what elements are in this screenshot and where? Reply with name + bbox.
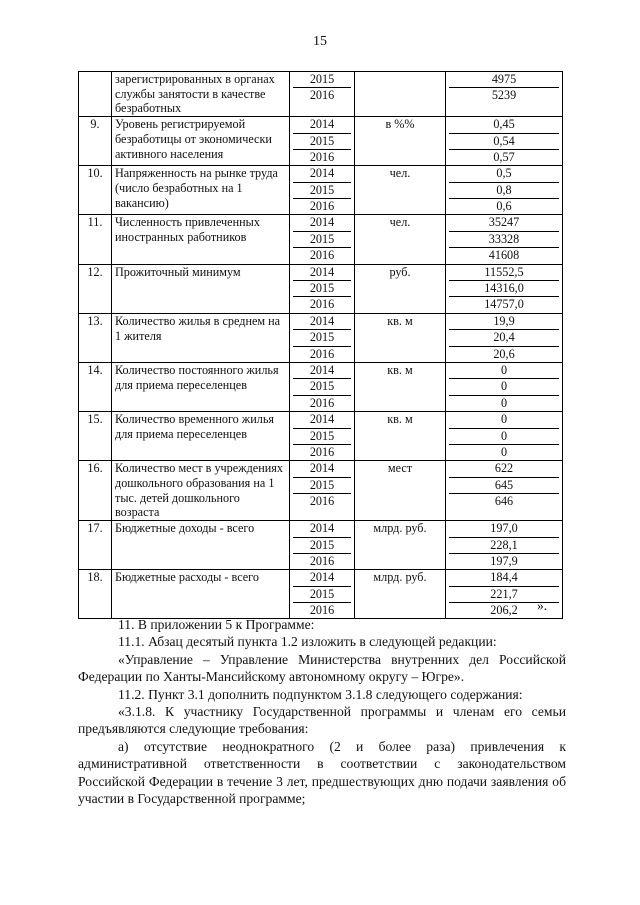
table-row [79,215,563,264]
indicator-value: 0 [449,379,559,395]
year-value: 2016 [309,149,335,164]
year-value: 2016 [309,603,335,618]
indicators-table [78,71,563,619]
indicator-value: 33328 [449,232,559,248]
indicator-value: 206,2 [490,603,518,618]
year-value: 2015 [293,538,351,554]
year-value: 2016 [309,88,335,103]
unit-cell: кв. м [355,412,446,461]
indicator-value: 0,8 [449,183,559,199]
year-cell [290,313,355,362]
row-number: 11. [79,215,112,264]
unit-cell [355,72,446,117]
unit-cell: млрд. руб. [355,521,446,570]
indicator-value: 622 [449,461,559,477]
indicator-value: 197,0 [449,521,559,537]
indicator-value: 0 [500,395,508,410]
year-value: 2016 [309,395,335,410]
paragraph: 11.1. Абзац десятый пункта 1.2 изложить в следующей редакции: [118,634,497,650]
indicator-value: 0,45 [449,117,559,133]
indicator-value: 11552,5 [449,265,559,281]
indicator-label: Количество временного жилья для приема переселенцев [112,412,290,461]
table-row [79,521,563,570]
indicator-label: Количество жилья в среднем на 1 жителя [112,313,290,362]
indicator-label: зарегистрированных в органах службы занятости в качестве безработных [112,72,290,117]
row-number: 16. [79,461,112,521]
row-number: 9. [79,117,112,166]
table-row [79,264,563,313]
indicator-value: 4975 [449,72,559,88]
table-closing-mark: ». [537,598,548,613]
year-value: 2015 [293,379,351,395]
year-cell [290,72,355,117]
year-cell [290,570,355,619]
year-value: 2014 [293,412,351,428]
row-number: 15. [79,412,112,461]
year-value: 2014 [293,570,351,586]
indicator-label: Количество мест в учреждениях дошкольного образования на 1 тыс. детей дошкольного возраста [112,461,290,521]
year-cell [290,264,355,313]
indicator-value: 0 [449,412,559,428]
indicator-value: 20,6 [493,346,515,361]
unit-cell: мест [355,461,446,521]
indicator-value: 184,4 [449,570,559,586]
unit-cell: млрд. руб. [355,570,446,619]
unit-cell: чел. [355,215,446,264]
year-value: 2014 [293,521,351,537]
indicator-label: Уровень регистрируемой безработицы от экономически активного населения [112,117,290,166]
year-cell [290,215,355,264]
paragraph: 11.2. Пункт 3.1 дополнить подпунктом 3.1.8 следующего содержания: [118,686,523,702]
row-number: 18. [79,570,112,619]
year-value: 2014 [293,314,351,330]
value-cell [446,412,563,461]
year-value: 2014 [293,166,351,182]
year-cell [290,521,355,570]
year-cell [290,166,355,215]
year-value: 2016 [309,553,335,568]
value-cell [446,166,563,215]
row-number [79,72,112,117]
indicator-label: Количество постоянного жилья для приема переселенцев [112,362,290,411]
indicator-value: 228,1 [449,538,559,554]
year-value: 2015 [293,330,351,346]
table-row [79,570,563,619]
unit-cell: руб. [355,264,446,313]
year-value: 2016 [309,346,335,361]
year-value: 2016 [309,494,335,509]
year-value: 2015 [293,478,351,494]
value-cell [446,72,563,117]
paragraph: 11. В приложении 5 к Программе: [118,617,315,632]
indicator-label: Бюджетные расходы - всего [112,570,290,619]
paragraph: «3.1.8. К участнику Государственной программы и членам его семьи предъявляются следующие требования: [78,704,566,737]
unit-cell: кв. м [355,362,446,411]
unit-cell: чел. [355,166,446,215]
row-number: 17. [79,521,112,570]
year-value: 2016 [309,199,335,214]
table-row [79,362,563,411]
year-value: 2014 [293,363,351,379]
year-value: 2014 [293,265,351,281]
year-value: 2014 [293,215,351,231]
year-value: 2015 [293,281,351,297]
value-cell [446,117,563,166]
year-value: 2016 [309,444,335,459]
year-value: 2015 [293,429,351,445]
indicator-value: 0 [500,444,508,459]
indicator-value: 20,4 [449,330,559,346]
year-value: 2014 [293,461,351,477]
year-value: 2014 [293,117,351,133]
indicator-value: 35247 [449,215,559,231]
indicator-value: 0,5 [449,166,559,182]
row-number: 14. [79,362,112,411]
year-value: 2016 [309,297,335,312]
indicator-value: 0 [449,429,559,445]
indicator-value: 14757,0 [484,297,524,312]
year-cell [290,461,355,521]
page-number: 15 [313,34,327,49]
indicator-label: Напряженность на рынке труда (число безработных на 1 вакансию) [112,166,290,215]
table-row [79,313,563,362]
indicator-label: Бюджетные доходы - всего [112,521,290,570]
value-cell [446,313,563,362]
value-cell [446,521,563,570]
year-value: 2016 [309,248,335,263]
indicator-value: 19,9 [449,314,559,330]
year-value: 2015 [293,232,351,248]
indicator-value: 0,6 [496,199,512,214]
year-cell [290,412,355,461]
year-value: 2015 [293,587,351,603]
paragraph: а) отсутствие неоднократного (2 и более раза) привлечения к административной ответственности в соответствии с законодательством Российской Федерации в течение 3 лет, предшествующих дню подачи заявления об участии в Государственной программе; [78,738,566,807]
indicator-label: Численность привлеченных иностранных работников [112,215,290,264]
indicator-label: Прожиточный минимум [112,264,290,313]
indicator-value: 0 [449,363,559,379]
body-text [78,616,566,807]
year-value: 2015 [293,183,351,199]
indicator-value: 5239 [491,88,517,103]
indicator-value: 645 [449,478,559,494]
value-cell [446,461,563,521]
year-cell [290,362,355,411]
table-row [79,461,563,521]
indicator-value: 41608 [488,248,520,263]
unit-cell: в %% [355,117,446,166]
indicator-value: 0,54 [449,134,559,150]
indicator-value: 14316,0 [449,281,559,297]
indicator-value: 197,9 [490,553,518,568]
value-cell [446,264,563,313]
value-cell [446,215,563,264]
year-value: 2015 [293,134,351,150]
indicator-value: 0,57 [493,149,515,164]
row-number: 10. [79,166,112,215]
table-row [79,412,563,461]
paragraph: «Управление – Управление Министерства внутренних дел Российской Федерации по Ханты-Мансийскому автономному округу – Югре». [78,651,566,685]
year-value: 2015 [293,72,351,88]
table-row [79,166,563,215]
indicator-value: 646 [494,494,514,509]
year-cell [290,117,355,166]
row-number: 13. [79,313,112,362]
indicator-value: 221,7 [449,587,559,603]
table-row [79,117,563,166]
row-number: 12. [79,264,112,313]
value-cell [446,362,563,411]
unit-cell: кв. м [355,313,446,362]
table-row [79,72,563,117]
